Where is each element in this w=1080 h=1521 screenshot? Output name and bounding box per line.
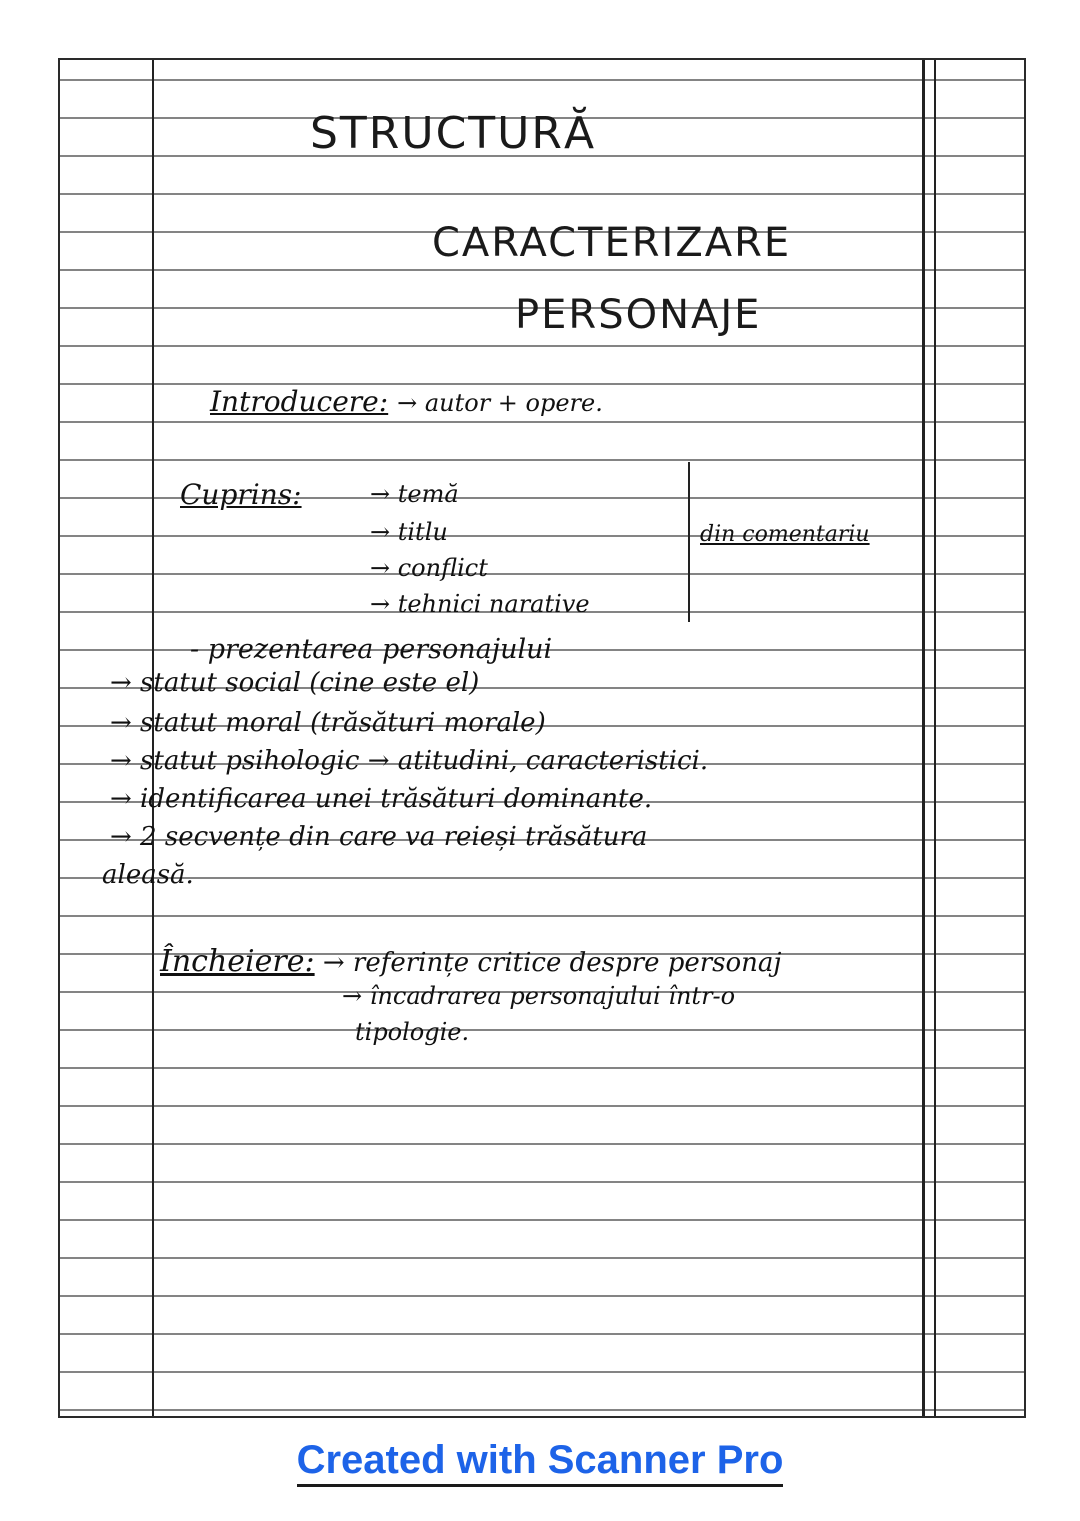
conclusion-text: → referințe critice despre personaj: [322, 948, 782, 978]
title-line-2: CARACTERIZARE: [432, 220, 792, 266]
cuprins-item: → temă: [370, 480, 459, 508]
right-margin-line-2: [934, 60, 936, 1416]
body-line: aleasă.: [102, 860, 194, 890]
body-line: → statut psihologic → atitudini, caracteristici.: [110, 746, 709, 776]
cuprins-note: din comentariu: [700, 522, 870, 547]
scanner-watermark: [0, 1438, 1080, 1483]
conclusion-line: [160, 944, 781, 979]
intro-line: [210, 385, 603, 418]
prezentarea-heading: - prezentarea personajului: [190, 634, 553, 665]
intro-text: → autor + opere.: [397, 389, 603, 417]
watermark-text: Created with Scanner Pro: [297, 1438, 784, 1487]
cuprins-item: → titlu: [370, 518, 448, 546]
conclusion-line-2: → încadrarea personajului într-o: [342, 982, 736, 1010]
conclusion-label: Încheiere:: [160, 944, 315, 979]
right-margin-line: [922, 60, 925, 1416]
cuprins-item: → conflict: [370, 554, 488, 582]
body-line: → 2 secvențe din care va reieși trăsătura: [110, 822, 648, 852]
title-line-3: PERSONAJE: [515, 292, 762, 338]
left-margin-line: [152, 60, 154, 1416]
body-line: → statut social (cine este el): [110, 668, 480, 698]
body-line: → statut moral (trăsături morale): [110, 708, 546, 738]
intro-label: Introducere:: [210, 385, 389, 418]
conclusion-line-3: tipologie.: [355, 1018, 470, 1046]
cuprins-label: Cuprins:: [180, 478, 302, 511]
body-line: → identificarea unei trăsături dominante.: [110, 784, 653, 814]
bracket-line: [688, 462, 690, 622]
title-line-1: STRUCTURĂ: [310, 108, 597, 159]
notebook-page: [58, 58, 1026, 1418]
cuprins-item: → tehnici narative: [370, 590, 590, 618]
